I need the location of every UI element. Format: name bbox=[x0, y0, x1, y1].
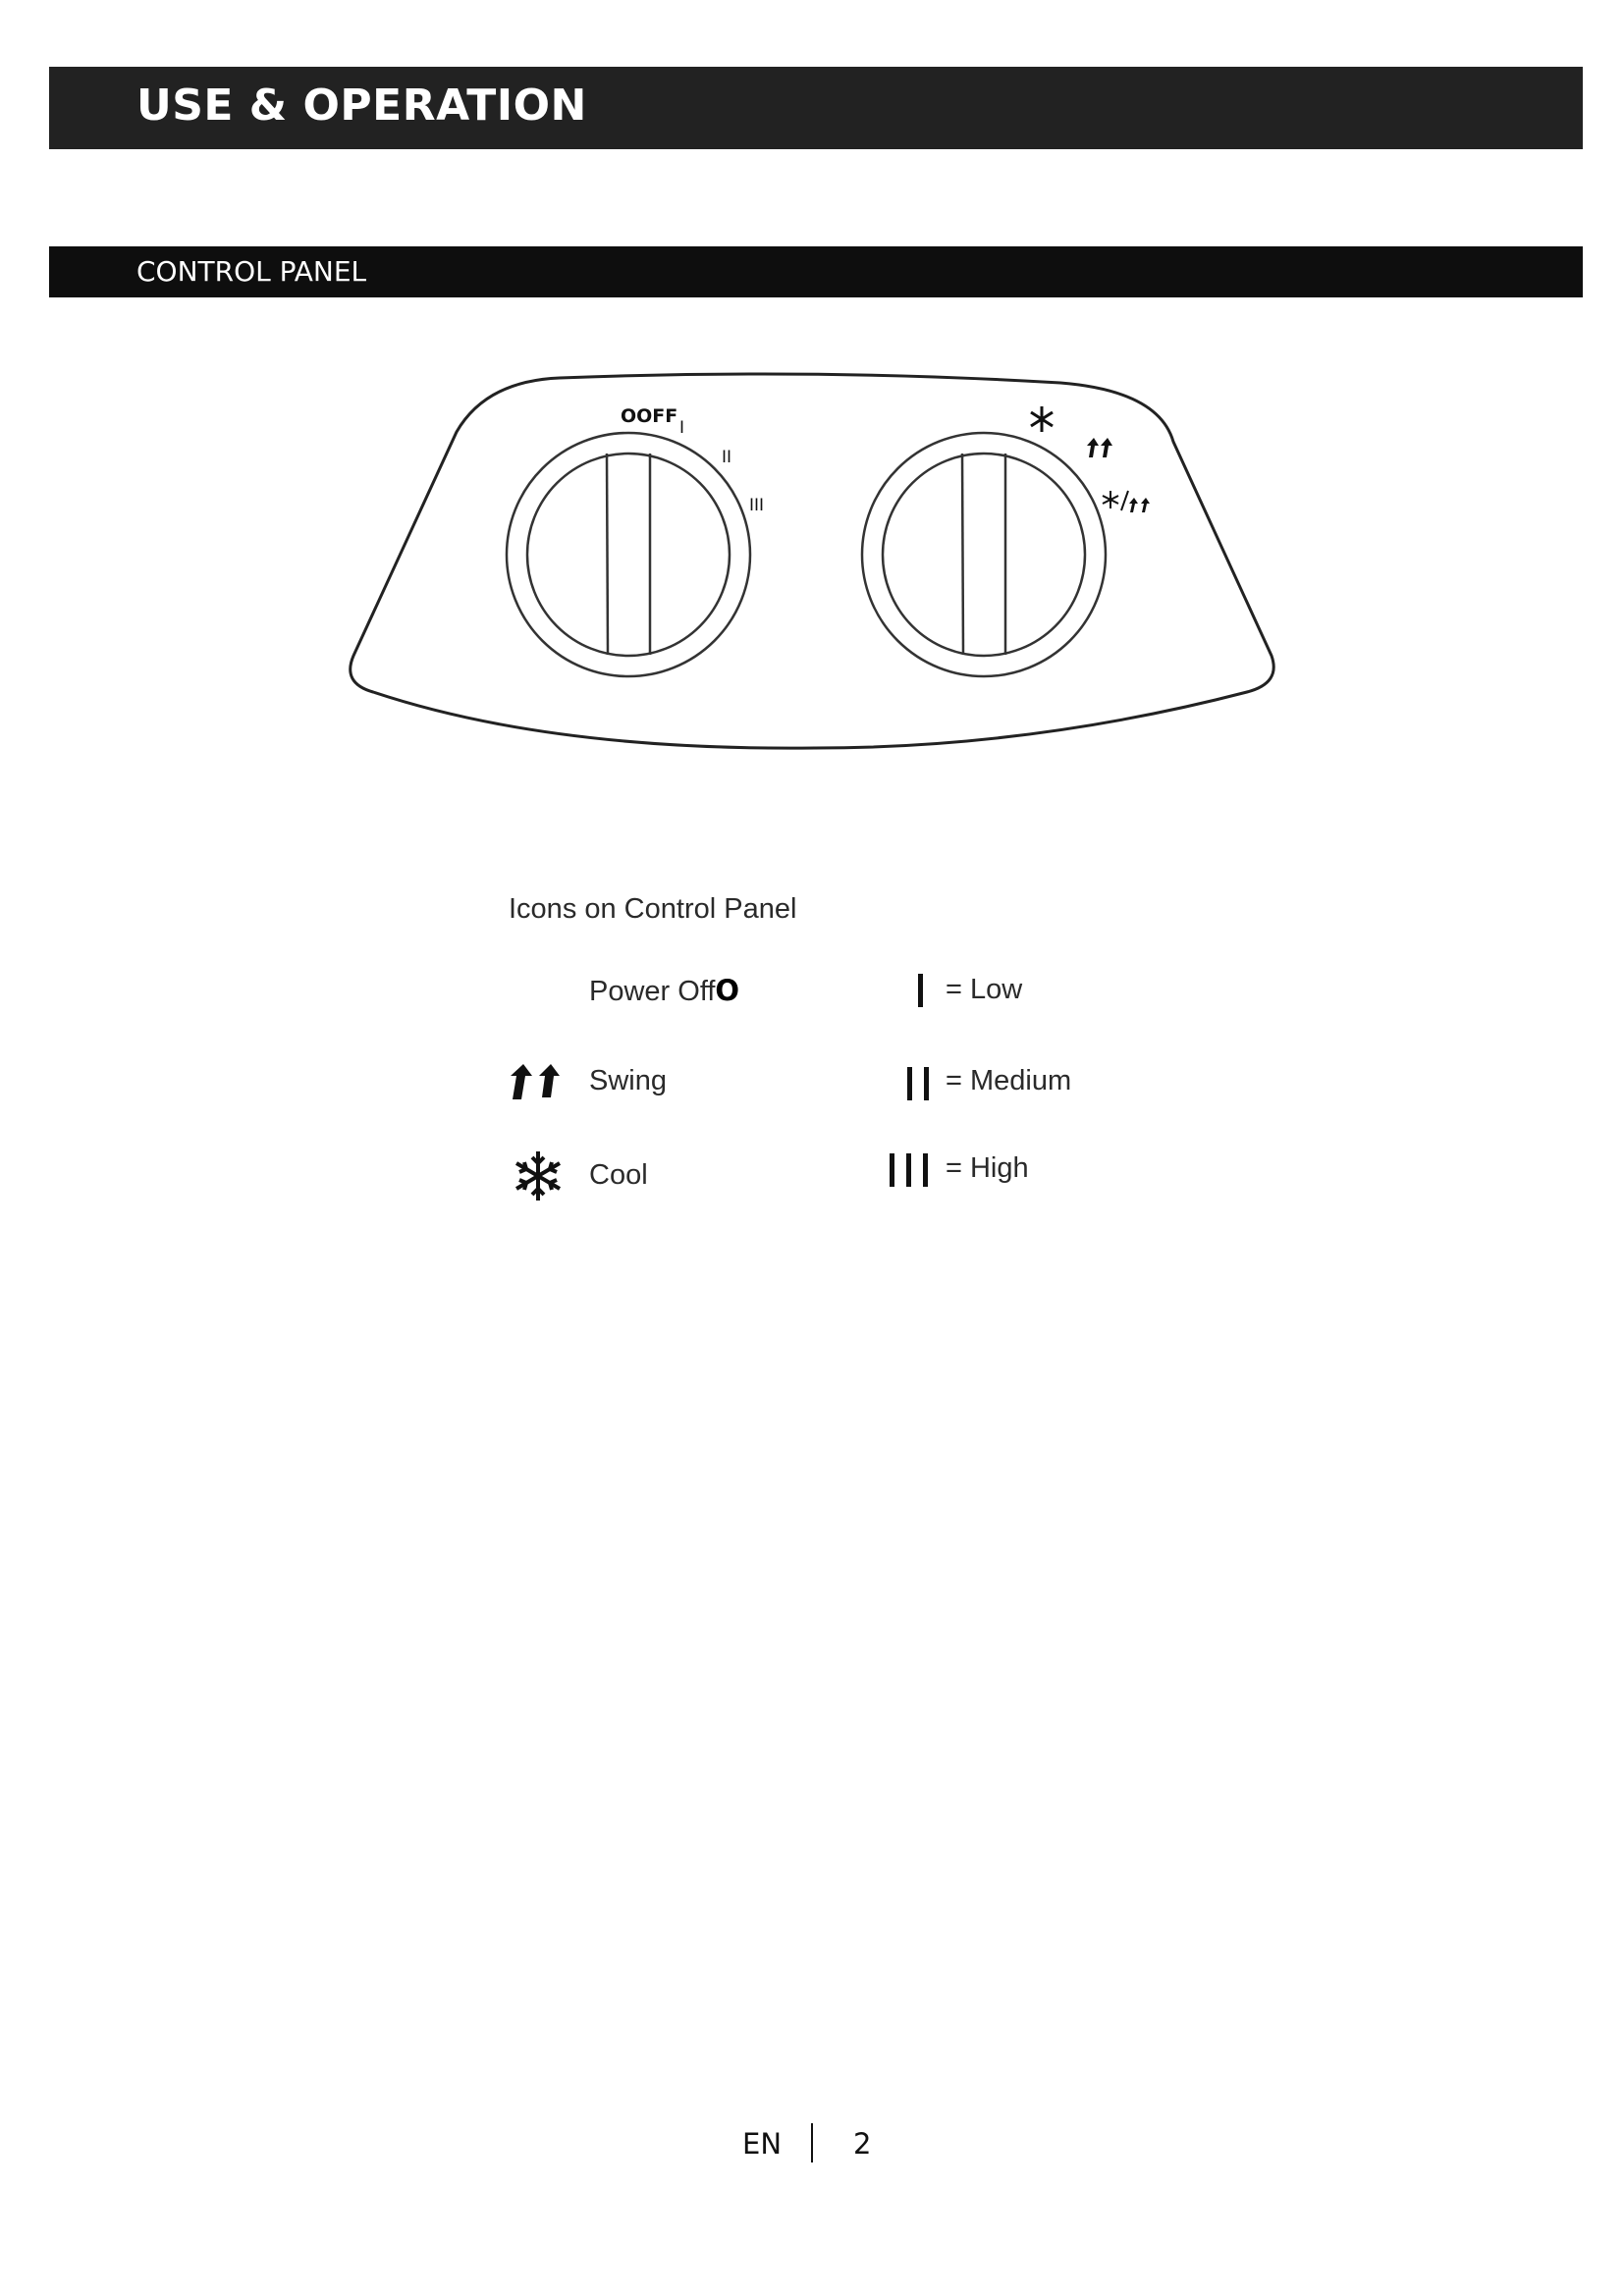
power-off-symbol: O bbox=[715, 974, 740, 1007]
footer-page-number: 2 bbox=[853, 2127, 872, 2161]
legend-medium-label: = Medium bbox=[946, 1065, 1072, 1096]
legend-high-label: = High bbox=[946, 1152, 1029, 1184]
dial-low-label: I bbox=[679, 418, 685, 438]
medium-bars-icon bbox=[907, 1067, 929, 1100]
right-dial[interactable] bbox=[862, 433, 1106, 676]
snowflake-icon bbox=[513, 1148, 564, 1203]
footer-language: EN bbox=[742, 2127, 783, 2161]
page-title: USE & OPERATION bbox=[136, 80, 587, 131]
dial-medium-label: II bbox=[722, 448, 732, 467]
swing-icon bbox=[1087, 438, 1112, 457]
legend-swing-label: Swing bbox=[589, 1065, 667, 1096]
speed-bar bbox=[918, 974, 923, 1007]
speed-bar bbox=[923, 1153, 928, 1187]
snowflake-icon bbox=[1031, 406, 1053, 432]
dial-high-label: III bbox=[749, 496, 765, 515]
footer-divider bbox=[811, 2123, 813, 2163]
legend-cool-label: Cool bbox=[589, 1159, 648, 1191]
legend-low-label: = Low bbox=[946, 974, 1023, 1005]
swing-icon bbox=[509, 1062, 568, 1101]
section-title: CONTROL PANEL bbox=[136, 255, 367, 288]
power-off-label: Power Off bbox=[589, 976, 716, 1007]
legend-power-off bbox=[589, 974, 739, 1008]
dial-off-label: OOFF bbox=[621, 405, 678, 427]
panel-outline bbox=[351, 374, 1273, 748]
low-bars-icon bbox=[918, 974, 923, 1007]
speed-bar bbox=[890, 1153, 894, 1187]
left-dial[interactable] bbox=[507, 433, 750, 676]
speed-bar bbox=[906, 1153, 911, 1187]
cool-swing-icon bbox=[1103, 491, 1150, 512]
speed-bar bbox=[907, 1067, 912, 1100]
legend-heading: Icons on Control Panel bbox=[509, 893, 797, 925]
high-bars-icon bbox=[890, 1153, 928, 1187]
control-panel-illustration bbox=[0, 0, 1624, 883]
speed-bar bbox=[924, 1067, 929, 1100]
